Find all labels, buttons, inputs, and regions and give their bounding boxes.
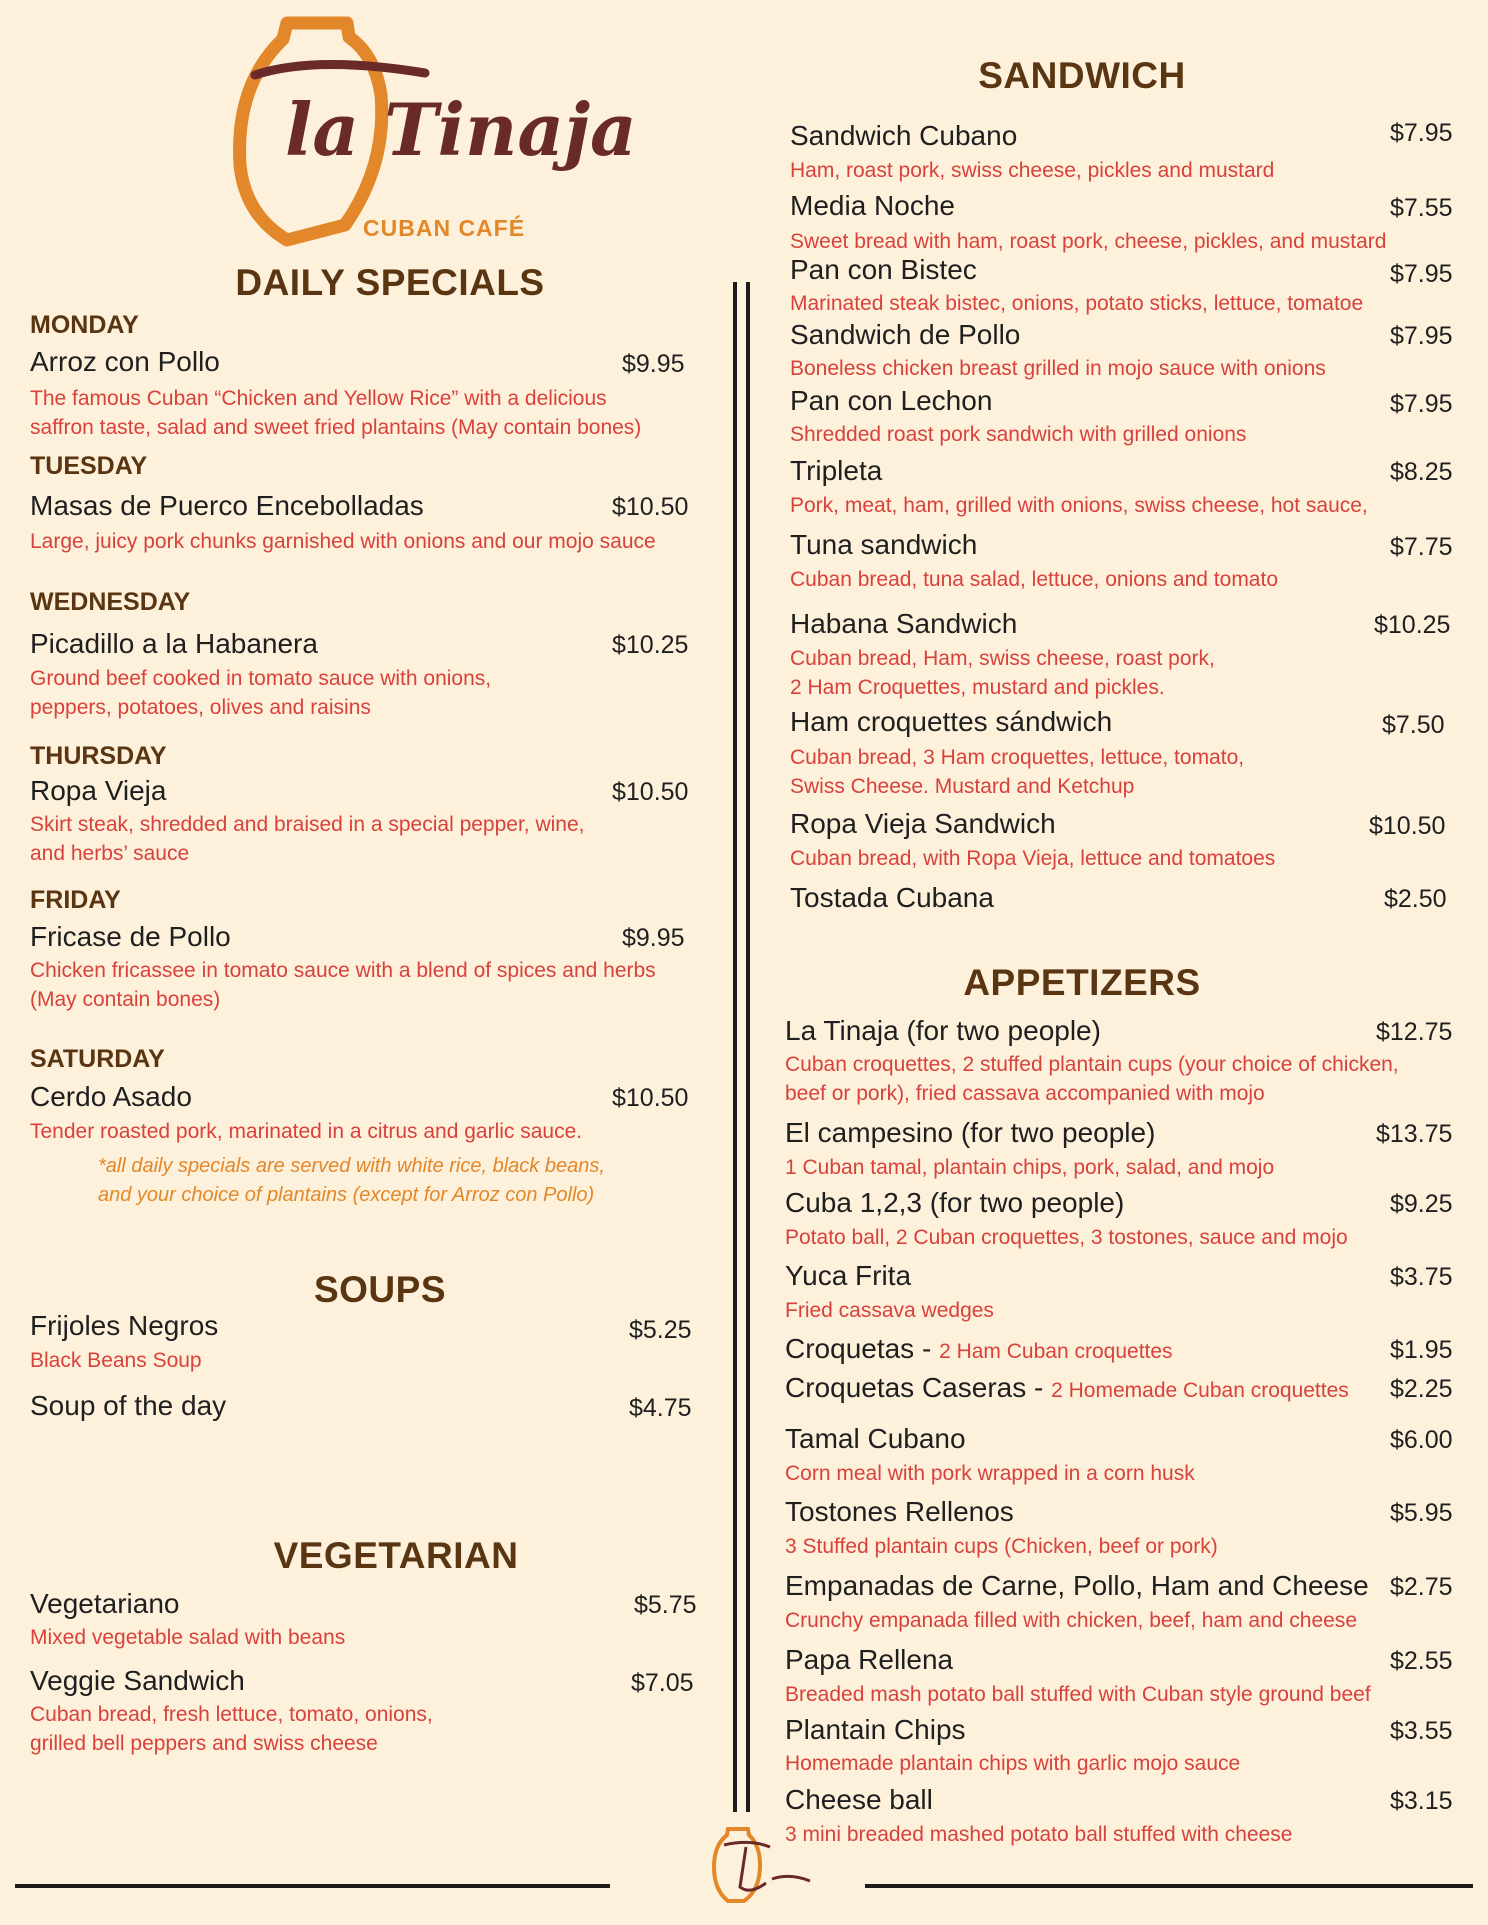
sandwich-price: $7.95 (1390, 260, 1453, 288)
appetizer-desc: Breaded mash potato ball stuffed with Cuban style ground beef (785, 1683, 1371, 1706)
appetizer-name: Papa Rellena (785, 1644, 954, 1675)
brand-subtitle: CUBAN CAFÉ (363, 215, 526, 241)
logo (225, 15, 637, 255)
appetizer-name: Yuca Frita (785, 1260, 912, 1291)
special-price: $10.50 (612, 493, 689, 521)
special-price: $10.50 (612, 1084, 689, 1112)
special-desc: and herbs’ sauce (30, 842, 190, 865)
day-thursday: THURSDAY (30, 742, 167, 770)
day-saturday: SATURDAY (30, 1045, 165, 1073)
special-name: Fricase de Pollo (30, 921, 231, 952)
appetizer-price: $1.95 (1390, 1336, 1453, 1364)
veg-price: $5.75 (634, 1591, 697, 1619)
center-divider-left (733, 282, 737, 1812)
appetizer-name-text: Croquetas - (785, 1333, 940, 1364)
appetizer-inline-desc: 2 Ham Cuban croquettes (939, 1340, 1173, 1363)
sandwich-price: $7.95 (1390, 119, 1453, 147)
special-desc: Large, juicy pork chunks garnished with onions and our mojo sauce (30, 530, 656, 553)
appetizers-heading: APPETIZERS (963, 962, 1201, 1003)
appetizer-desc: Fried cassava wedges (785, 1299, 994, 1322)
sandwich-name: Habana Sandwich (790, 608, 1018, 639)
center-divider-right (746, 282, 750, 1812)
appetizer-price: $9.25 (1390, 1190, 1453, 1218)
sandwich-desc: Sweet bread with ham, roast pork, cheese, pickles, and mustard (790, 230, 1387, 253)
special-price: $10.25 (612, 631, 689, 659)
special-desc: The famous Cuban “Chicken and Yellow Rice” with a delicious (30, 387, 607, 410)
appetizer-desc: beef or pork), fried cassava accompanied with mojo (785, 1082, 1265, 1105)
special-name: Ropa Vieja (30, 775, 167, 806)
appetizer-price: $3.15 (1390, 1787, 1453, 1815)
special-price: $9.95 (622, 924, 685, 952)
sandwich-name: Sandwich de Pollo (790, 319, 1021, 350)
special-desc: peppers, potatoes, olives and raisins (30, 696, 371, 719)
special-name: Masas de Puerco Encebolladas (30, 490, 424, 521)
sandwich-price: $7.95 (1390, 390, 1453, 418)
appetizer-price: $6.00 (1390, 1426, 1453, 1454)
special-desc: Skirt steak, shredded and braised in a special pepper, wine, (30, 813, 585, 836)
footer-rule-right (865, 1884, 1473, 1888)
sandwich-name: Ropa Vieja Sandwich (790, 808, 1056, 839)
day-tuesday: TUESDAY (30, 452, 148, 480)
special-name: Cerdo Asado (30, 1081, 192, 1112)
appetizer-inline-desc: 2 Homemade Cuban croquettes (1051, 1379, 1349, 1402)
veg-name: Vegetariano (30, 1588, 180, 1619)
sandwich-name: Media Noche (790, 190, 955, 221)
specials-note: and your choice of plantains (except for Arroz con Pollo) (98, 1184, 595, 1206)
sandwich-price: $2.50 (1384, 885, 1447, 913)
special-price: $10.50 (612, 778, 689, 806)
soup-price: $4.75 (629, 1394, 692, 1422)
sandwich-price: $7.95 (1390, 322, 1453, 350)
vegetarian-heading: VEGETARIAN (273, 1535, 519, 1576)
appetizer-price: $12.75 (1376, 1018, 1453, 1046)
special-desc: Chicken fricassee in tomato sauce with a blend of spices and herbs (30, 959, 656, 982)
sandwich-name: Tuna sandwich (790, 529, 978, 560)
appetizer-desc: Corn meal with pork wrapped in a corn husk (785, 1462, 1195, 1485)
sandwich-desc: 2 Ham Croquettes, mustard and pickles. (790, 676, 1165, 699)
daily-specials-heading: DAILY SPECIALS (235, 262, 545, 303)
sandwich-name: Ham croquettes sándwich (790, 706, 1113, 737)
veg-desc: grilled bell peppers and swiss cheese (30, 1732, 378, 1755)
soup-desc: Black Beans Soup (30, 1349, 202, 1372)
sandwich-desc: Cuban bread, with Ropa Vieja, lettuce and tomatoes (790, 847, 1276, 870)
appetizer-desc: Potato ball, 2 Cuban croquettes, 3 tostones, sauce and mojo (785, 1226, 1348, 1249)
veg-name: Veggie Sandwich (30, 1665, 245, 1696)
appetizer-name: Cheese ball (785, 1784, 933, 1815)
sandwich-desc: Shredded roast pork sandwich with grilled onions (790, 423, 1247, 446)
appetizer-price: $3.75 (1390, 1263, 1453, 1291)
sandwich-name: Tripleta (790, 455, 883, 486)
appetizer-desc: Homemade plantain chips with garlic mojo sauce (785, 1752, 1241, 1775)
sandwich-name: Sandwich Cubano (790, 120, 1018, 151)
sandwich-desc: Swiss Cheese. Mustard and Ketchup (790, 775, 1135, 798)
day-monday: MONDAY (30, 311, 139, 339)
sandwich-price: $7.55 (1390, 194, 1453, 222)
appetizer-price: $5.95 (1390, 1499, 1453, 1527)
sandwich-price: $10.25 (1374, 611, 1451, 639)
appetizer-desc: 1 Cuban tamal, plantain chips, pork, salad, and mojo (785, 1156, 1275, 1179)
special-desc: Tender roasted pork, marinated in a citrus and garlic sauce. (30, 1120, 583, 1143)
sandwich-desc: Marinated steak bistec, onions, potato sticks, lettuce, tomatoe (790, 292, 1364, 315)
appetizer-name (785, 1372, 1349, 1404)
special-name: Picadillo a la Habanera (30, 628, 318, 659)
sandwich-desc: Ham, roast pork, swiss cheese, pickles and mustard (790, 159, 1275, 182)
appetizer-price: $13.75 (1376, 1120, 1453, 1148)
sandwich-name: Pan con Lechon (790, 385, 993, 416)
sandwich-name: Tostada Cubana (790, 882, 994, 913)
soup-name: Frijoles Negros (30, 1310, 219, 1341)
veg-desc: Cuban bread, fresh lettuce, tomato, onions, (30, 1703, 433, 1726)
sandwich-heading: SANDWICH (978, 55, 1186, 96)
appetizer-desc: Cuban croquettes, 2 stuffed plantain cups (your choice of chicken, (785, 1053, 1399, 1076)
appetizer-name: Tamal Cubano (785, 1423, 966, 1454)
veg-price: $7.05 (631, 1669, 694, 1697)
footer-rule-left (15, 1884, 610, 1888)
appetizer-price: $2.75 (1390, 1573, 1453, 1601)
sandwich-desc: Cuban bread, 3 Ham croquettes, lettuce, tomato, (790, 746, 1245, 769)
appetizer-name: Tostones Rellenos (785, 1496, 1014, 1527)
sandwich-desc: Boneless chicken breast grilled in mojo sauce with onions (790, 357, 1326, 380)
appetizer-name (785, 1333, 1173, 1365)
sandwich-price: $7.75 (1390, 533, 1453, 561)
brand-name: la Tinaja (285, 87, 637, 172)
appetizer-name: La Tinaja (for two people) (785, 1015, 1101, 1046)
soups-heading: SOUPS (313, 1269, 447, 1310)
sandwich-price: $7.50 (1382, 711, 1445, 739)
day-friday: FRIDAY (30, 886, 121, 914)
soup-price: $5.25 (629, 1316, 692, 1344)
appetizer-name-text: Croquetas Caseras - (785, 1372, 1052, 1403)
special-name: Arroz con Pollo (30, 346, 220, 377)
veg-desc: Mixed vegetable salad with beans (30, 1626, 346, 1649)
sandwich-desc: Cuban bread, Ham, swiss cheese, roast pork, (790, 647, 1215, 670)
appetizer-desc: Crunchy empanada filled with chicken, beef, ham and cheese (785, 1609, 1358, 1632)
appetizer-desc: 3 mini breaded mashed potato ball stuffed with cheese (785, 1823, 1293, 1846)
day-wednesday: WEDNESDAY (30, 588, 191, 616)
appetizer-desc: 3 Stuffed plantain cups (Chicken, beef or pork) (785, 1535, 1218, 1558)
appetizer-price: $2.25 (1390, 1375, 1453, 1403)
sandwich-price: $8.25 (1390, 458, 1453, 486)
appetizer-name: Plantain Chips (785, 1714, 966, 1745)
appetizer-price: $3.55 (1390, 1717, 1453, 1745)
appetizer-name: El campesino (for two people) (785, 1117, 1156, 1148)
soup-name: Soup of the day (30, 1390, 227, 1421)
sandwich-desc: Cuban bread, tuna salad, lettuce, onions and tomato (790, 568, 1279, 591)
sandwich-price: $10.50 (1369, 812, 1446, 840)
appetizer-price: $2.55 (1390, 1647, 1453, 1675)
special-price: $9.95 (622, 350, 685, 378)
sandwich-desc: Pork, meat, ham, grilled with onions, swiss cheese, hot sauce, (790, 494, 1368, 517)
appetizer-name: Cuba 1,2,3 (for two people) (785, 1187, 1125, 1218)
special-desc: (May contain bones) (30, 988, 221, 1011)
specials-note: *all daily specials are served with white rice, black beans, (98, 1155, 605, 1177)
sandwich-name: Pan con Bistec (790, 254, 977, 285)
appetizer-name: Empanadas de Carne, Pollo, Ham and Cheese (785, 1570, 1369, 1601)
special-desc: Ground beef cooked in tomato sauce with onions, (30, 667, 492, 690)
special-desc: saffron taste, salad and sweet fried plantains (May contain bones) (30, 416, 642, 439)
